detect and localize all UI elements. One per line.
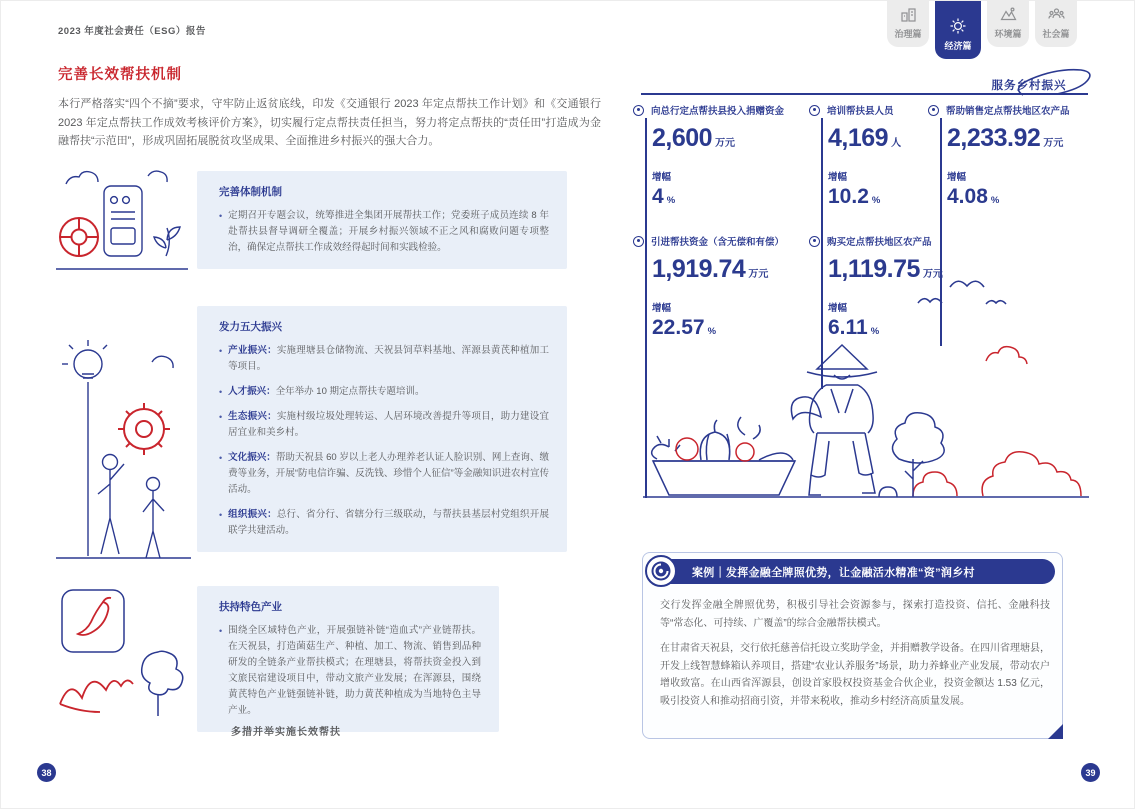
case-body: [660, 597, 1050, 710]
section-title: 扶持特色产业: [219, 601, 282, 613]
running-header: 服务乡村振兴: [991, 80, 1067, 92]
section-bullet: • 人才振兴：全年举办 10 期定点帮扶专题培训。: [219, 384, 549, 400]
section-title: 发力五大振兴: [219, 321, 282, 333]
society-people-icon: [1048, 6, 1065, 23]
section-bullet: • 生态振兴：实施村级垃圾处理转运、人居环境改善提升等项目，助力建设宜居宜业和美乡村。: [219, 409, 549, 441]
economy-gear-icon: [949, 17, 967, 35]
section-bullet: • 定期召开专题会议，统筹推进全集团开展帮扶工作；党委班子成员连续 8 年赴帮扶县督导调研全覆盖；开展乡村振兴领域不正之风和腐败问题专项整治，确保定点帮扶工作成效经得起时间和实践检验。: [219, 208, 549, 256]
stat-introduced-funds: 引进帮扶资金（含无偿和有偿） 1,919.74 万元 增幅 22.57 %: [633, 234, 813, 340]
stat-trained-personnel: 培训帮扶县人员 4,169 人 增幅 10.2 %: [809, 103, 929, 209]
stat-marker-icon: [633, 236, 644, 247]
case-icon: [645, 555, 677, 587]
stat-donation-funds: 向总行定点帮扶县投入捐赠资金 2,600 万元 增幅 4 %: [633, 103, 809, 209]
page-number-right: 39: [1081, 763, 1100, 782]
stat-marker-icon: [809, 105, 820, 116]
section-five-revitalizations: [197, 306, 567, 552]
stat-marker-icon: [928, 105, 939, 116]
case-paragraph: 交行发挥金融全牌照优势，积极引导社会资源参与，探索打造投资、信托、金融科技等“常态化、可持续、广覆盖”的综合金融帮扶模式。: [660, 600, 1050, 629]
environment-mountain-icon: [1000, 6, 1017, 23]
case-paragraph: 在甘肃省天祝县，交行依托慈善信托设立奖助学金，并捐赠教学设备。在四川省理塘县，开发上线智慧蜂箱认养项目，搭建“农业认养服务”场景，助力养蜂业产业发展，带动农户增收致富。在山西省浑源县，创设首家股权投资基金合伙企业，投资金额达 1.53 亿元，吸引投资人和推动招商引资，并带来税收，推动乡村经济高质量发展。: [660, 643, 1050, 707]
chapter-tabs: [887, 1, 1077, 59]
tab-governance[interactable]: 治理篇: [887, 1, 929, 47]
birds-icon: [916, 273, 1006, 314]
figure-caption: 多措并举实施长效帮扶: [231, 727, 341, 738]
stat-marker-icon: [809, 236, 820, 247]
tab-economy[interactable]: 经济篇: [935, 1, 981, 59]
tab-environment[interactable]: 环境篇: [987, 1, 1029, 47]
illustration-special-industry: [58, 586, 183, 727]
page-title: 完善长效帮扶机制: [58, 67, 182, 83]
illustration-mechanism: [56, 166, 188, 277]
illustration-five-revitalizations: [56, 334, 191, 566]
stat-agri-products-sold: 帮助销售定点帮扶地区农产品 2,233.92 万元 增幅 4.08 %: [928, 103, 1108, 209]
illustration-farmer-harvest: [641, 339, 1089, 506]
report-header: 2023 年度社会责任（ESG）报告: [58, 26, 206, 37]
fold-corner-icon: [1048, 724, 1063, 739]
stat-agri-products-purchased: 购买定点帮扶地区农产品 1,119.75 万元 增幅 6.11 %: [809, 234, 974, 340]
intro-paragraph: 本行严格落实“四个不摘”要求，守牢防止返贫底线，印发《交通银行 2023 年定点帮扶工作计划》和《交通银行 2023 年定点帮扶工作成效考核评价方案》，切实履行定点帮扶责任担当，努力将定点帮扶的“责任田”打造成为金融帮扶“示范田”，形成巩固拓展脱贫攻坚成果、全面推进乡村振兴的强大合力。: [58, 98, 601, 147]
stat-marker-icon: [633, 105, 644, 116]
case-study-box: [642, 552, 1063, 739]
section-bullet: • 产业振兴：实施理塘县仓储物流、天祝县饲草料基地、浑源县黄芪种植加工等项目。: [219, 343, 549, 375]
section-institutional-mechanism: [197, 171, 567, 269]
case-title-bar: 案例｜发挥金融全牌照优势，让金融活水精准“资”润乡村: [654, 559, 1055, 584]
tab-society[interactable]: 社会篇: [1035, 1, 1077, 47]
section-bullet: • 围绕全区域特色产业，开展强链补链“造血式”产业链帮扶。在天祝县，打造菌菇生产、种植、加工、物流、销售到品种研发的全链条产业帮扶模式；在理塘县，将帮扶资金投入到文旅民宿建设项目中，带动文旅产业发展；在浑源县，围绕黄芪特色产业链强链补链，助力黄芪种植成为当地特色主导产业。: [219, 623, 481, 719]
page-number-left: 38: [37, 763, 56, 782]
section-special-industry: [197, 586, 499, 732]
governance-building-icon: [900, 6, 917, 23]
section-title: 完善体制机制: [219, 186, 282, 198]
section-bullet: • 文化振兴：帮助天祝县 60 岁以上老人办理养老认证人脸识别、网上查询、缴费等业务，开展“防电信诈骗、反洗钱、珍惜个人征信”等金融知识进农村宣传活动。: [219, 450, 549, 498]
section-bullet: • 组织振兴：总行、省分行、省辖分行三级联动，与帮扶县基层村党组织开展联学共建活动。: [219, 507, 549, 539]
